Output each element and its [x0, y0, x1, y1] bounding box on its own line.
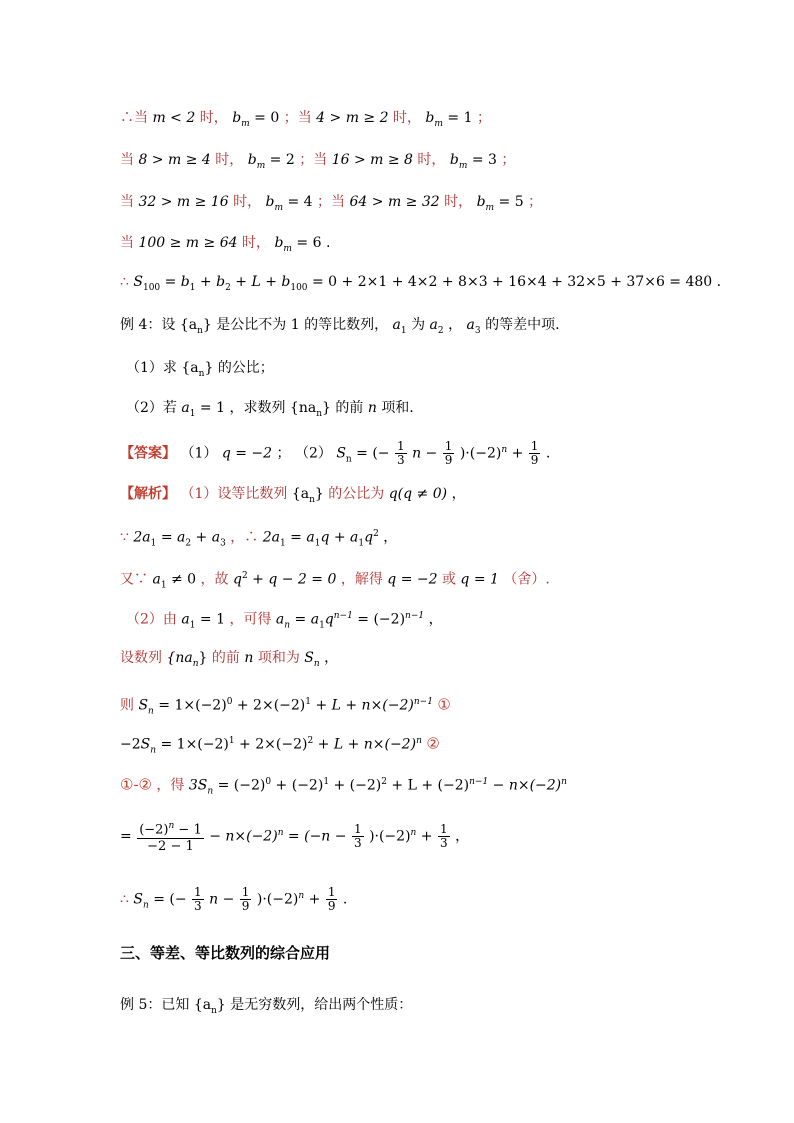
denominator: 9: [241, 899, 250, 914]
text: 的等差中项.: [485, 317, 560, 333]
math: = 5: [494, 194, 524, 210]
math: {a: [179, 317, 198, 333]
math-sup: n: [168, 821, 175, 831]
math-sub: 1: [400, 325, 407, 336]
question-2: [126, 398, 414, 424]
numerator: 1: [397, 439, 405, 454]
math: = 0: [249, 110, 280, 126]
fraction: [443, 440, 455, 467]
math: a: [181, 611, 190, 628]
math: q + a: [320, 529, 359, 546]
text: （1）求: [126, 360, 177, 376]
math: = (−: [351, 445, 390, 462]
fraction: [352, 823, 364, 850]
math-sub: 2: [225, 282, 231, 293]
analysis-step-4: [120, 648, 338, 674]
math-sub: 100: [142, 282, 161, 293]
math: q = −2: [387, 571, 438, 588]
math: S: [133, 274, 143, 290]
math: + L + (−2): [386, 777, 470, 794]
math: +: [304, 891, 325, 908]
text: 当: [120, 194, 134, 210]
text: 是无穷数列，给出两个性质：: [230, 997, 413, 1013]
math: }: [202, 317, 212, 333]
math: {na: [289, 400, 317, 416]
text: （1）: [180, 445, 218, 462]
math: a: [466, 317, 475, 333]
text: 时，: [199, 110, 228, 126]
math-sup: n−1: [413, 697, 433, 707]
text: （2）由: [126, 611, 177, 628]
math: n −: [412, 445, 438, 462]
math-sub: 3: [474, 325, 481, 336]
text: ，: [428, 611, 443, 628]
math-sup: 0: [226, 697, 233, 707]
math-sub: 1: [160, 580, 167, 591]
math: n: [244, 650, 254, 666]
case-line-4: [120, 233, 330, 259]
fraction: [438, 823, 450, 850]
circled-subtraction-marker: ①-②: [120, 775, 152, 794]
math: q: [364, 529, 374, 546]
equation-2: [120, 731, 440, 760]
text: （2）若: [126, 400, 177, 416]
numerator: 1: [353, 822, 362, 837]
text: 当: [120, 235, 134, 251]
math: = 3: [467, 152, 497, 168]
math: + L + n×(−2): [311, 697, 414, 714]
denominator: 9: [444, 453, 453, 468]
text: 时，: [417, 152, 446, 168]
math: = a: [156, 529, 186, 546]
math-sub: 1: [189, 282, 196, 293]
math-sup: n: [410, 828, 417, 839]
text: ∴: [120, 891, 129, 908]
math: 16 > m ≥ 8: [331, 152, 413, 168]
math-sup: n: [277, 828, 284, 839]
math: 64 > m ≥ 32: [349, 194, 440, 210]
text: 为: [411, 317, 426, 333]
math-sub: n: [150, 745, 157, 756]
math: n −: [209, 891, 235, 908]
numerator: (−2): [139, 822, 169, 838]
math: + q − 2 = 0: [247, 571, 337, 588]
math: b: [247, 152, 257, 168]
math-sup: 2: [381, 777, 387, 787]
math: +: [416, 828, 437, 845]
math-sub: 3: [220, 538, 226, 549]
fraction: [326, 886, 338, 913]
math: = 1×(−2): [153, 697, 227, 714]
math: = b: [160, 274, 190, 290]
math: }: [216, 997, 226, 1013]
text: ∵: [120, 529, 129, 546]
math-sup: n−1: [333, 611, 353, 621]
math-sub: n: [345, 454, 352, 465]
text: 的前: [211, 650, 240, 666]
math-sub: n: [309, 494, 315, 505]
math: + a: [191, 529, 221, 546]
fraction: [529, 440, 541, 467]
math: = 0 + 2×1 + 4×2 + 8×3 + 16×4 + 32×5 + 37×6 = 480: [307, 274, 713, 290]
text: ；: [476, 110, 491, 126]
denominator: 3: [397, 453, 405, 468]
math: {a: [193, 997, 212, 1013]
math-sup: n: [561, 777, 567, 787]
text: 的等比数列，: [304, 317, 389, 333]
circled-one-marker: ①: [437, 695, 451, 714]
math-sub: 100: [290, 282, 308, 293]
text: ； （2）: [276, 445, 332, 462]
analysis-step-3: [126, 606, 443, 635]
math-sub: 2: [437, 325, 444, 336]
math-sub: 1: [358, 538, 365, 549]
text: ∴当: [120, 110, 148, 126]
text: 项和为: [257, 650, 300, 666]
math-sup: 1: [305, 697, 311, 707]
math: + b: [195, 274, 226, 290]
text: 时，: [215, 152, 244, 168]
fraction: [240, 886, 252, 913]
math: = 2: [265, 152, 295, 168]
math: m < 2: [152, 110, 196, 126]
numerator: − 1: [174, 822, 202, 838]
math-sub: n: [211, 1005, 217, 1016]
math-sub: m: [434, 118, 443, 129]
text: 例 5：已知: [120, 997, 190, 1013]
math-sup: 2: [241, 571, 248, 581]
final-result: [120, 886, 347, 915]
math: 4 > m ≥ 2: [316, 110, 389, 126]
math: 2a: [262, 529, 280, 546]
math-sub: n: [197, 325, 203, 336]
text: ，: [448, 317, 463, 333]
math: q(q ≠ 0): [388, 486, 448, 502]
math: }: [322, 400, 331, 416]
math-sub: m: [241, 118, 250, 129]
text: 的前: [335, 400, 364, 416]
math-sup: 1: [323, 777, 330, 787]
text: ，: [383, 529, 398, 546]
math: S: [140, 736, 151, 753]
math: = 1: [442, 110, 473, 126]
analysis-step-2: [120, 566, 550, 595]
math-sub: n: [207, 786, 214, 797]
math-sub: n: [142, 900, 149, 911]
text: 又∵: [120, 571, 148, 588]
math: }: [314, 486, 324, 502]
fraction: [137, 818, 204, 855]
math: b: [476, 194, 486, 210]
text: .: [716, 274, 722, 290]
math: = a: [285, 529, 315, 546]
text: ，: [455, 828, 470, 845]
math: S: [138, 697, 149, 714]
circled-two-marker: ②: [426, 734, 440, 753]
math: q = 1: [460, 571, 499, 588]
question-1: [126, 358, 274, 384]
math: 32 > m ≥ 16: [138, 194, 229, 210]
math: {na: [166, 650, 193, 666]
math: }: [204, 360, 214, 376]
math-sup: n: [416, 736, 422, 746]
equation-1: [120, 692, 451, 721]
math: q: [324, 611, 334, 628]
math-sub: n: [148, 706, 154, 717]
analysis-tag: 【解析】: [120, 486, 176, 502]
numerator: 1: [194, 885, 202, 900]
analysis-line: [120, 484, 466, 510]
denominator: −2 − 1: [147, 839, 194, 855]
math: −2: [120, 736, 141, 753]
math: + (−2): [271, 777, 324, 794]
text: ；: [528, 194, 543, 210]
math: = (−2): [213, 777, 266, 794]
example-4-statement: [120, 315, 560, 341]
math: S: [336, 445, 346, 462]
math-sub: 1: [314, 538, 321, 549]
math-sup: 2: [307, 736, 314, 746]
math: ≠ 0: [166, 571, 197, 588]
math-sub: m: [256, 160, 266, 171]
math: = 6: [291, 235, 322, 251]
math: a: [152, 571, 161, 588]
math: + L + n×(−2): [313, 736, 417, 753]
example-5-statement: [120, 995, 412, 1021]
math: n: [367, 400, 377, 416]
math: b: [274, 235, 284, 251]
answer-line: [120, 440, 550, 469]
section-heading: 三、等差、等比数列的综合应用: [120, 944, 331, 962]
math: b: [265, 194, 275, 210]
math: {a: [291, 486, 310, 502]
math-sub: 2: [185, 538, 192, 549]
text: ，故: [200, 571, 229, 588]
math: = a: [290, 611, 320, 628]
text: 时，: [241, 235, 270, 251]
math: − n×(−2): [488, 777, 562, 794]
text: 则: [120, 697, 134, 714]
math: S: [133, 891, 143, 908]
math: + L + b: [230, 274, 291, 290]
denominator: 9: [530, 453, 539, 468]
math: {a: [181, 360, 199, 376]
math-sup: n−1: [405, 611, 425, 621]
math: + 2×(−2): [232, 697, 306, 714]
fraction: [395, 440, 407, 467]
text: 时，: [233, 194, 262, 210]
math: a: [181, 400, 190, 416]
text: 当: [120, 152, 134, 168]
math-sub: 1: [319, 620, 325, 631]
math-sub: 1: [189, 408, 196, 419]
text: （1）设等比数列: [180, 486, 288, 502]
math: − n×(−2): [209, 828, 278, 845]
text: ；当: [299, 152, 328, 168]
fraction: [192, 886, 204, 913]
math-sub: 1: [150, 538, 157, 549]
text: ，解得: [340, 571, 383, 588]
text: .: [545, 445, 551, 462]
math: = 1: [195, 611, 226, 628]
math-sub: m: [274, 202, 284, 213]
case-line-2: [120, 150, 515, 176]
denominator: 3: [194, 899, 202, 914]
math: b: [232, 110, 242, 126]
text: 的公比为: [328, 486, 385, 502]
math: a: [429, 317, 438, 333]
text: ，: [324, 650, 339, 666]
math-sub: n: [316, 408, 322, 419]
math-sup: 1: [228, 736, 235, 746]
math-sup: n−1: [469, 777, 489, 787]
math-sub: n: [198, 368, 205, 379]
text: ，: [451, 486, 466, 502]
text: .: [325, 235, 331, 251]
answer-tag: 【答案】: [120, 445, 176, 462]
text: ，∴: [230, 529, 259, 546]
math: + 2×(−2): [234, 736, 308, 753]
numerator: 1: [327, 885, 336, 900]
math: = (−2): [352, 611, 406, 628]
math: = 1×(−2): [156, 736, 229, 753]
math-sub: m: [458, 160, 468, 171]
analysis-step-1: [120, 524, 397, 553]
denominator: 9: [327, 899, 336, 914]
text: ；当: [283, 110, 312, 126]
math: b: [449, 152, 459, 168]
sum-line: [120, 272, 721, 298]
math: = (−: [148, 891, 187, 908]
math: )·(−2): [459, 445, 502, 462]
math: b: [425, 110, 435, 126]
math: + (−2): [329, 777, 382, 794]
text: 时，: [444, 194, 473, 210]
math: 8 > m ≥ 4: [138, 152, 211, 168]
text: ，得: [156, 777, 185, 794]
text: ；当: [317, 194, 346, 210]
math: S: [304, 650, 314, 666]
simplification-step: [120, 818, 469, 855]
math-sub: n: [284, 620, 291, 631]
text: 时，: [392, 110, 421, 126]
math-sup: n: [298, 891, 305, 901]
text: 的公比；: [217, 360, 274, 376]
math: = 4: [283, 194, 313, 210]
text: ∴: [120, 274, 129, 290]
text: .: [342, 891, 348, 908]
math: = (−n −: [283, 828, 351, 845]
text: 是公比不为: [216, 317, 287, 333]
text: ，求数列: [229, 400, 286, 416]
numerator: 1: [241, 885, 250, 900]
math: =: [120, 828, 132, 845]
subtraction-step: [120, 772, 567, 801]
math-sub: m: [283, 243, 292, 254]
math-sub: n: [192, 658, 199, 669]
math: 2a: [133, 529, 151, 546]
math: q: [233, 571, 242, 588]
math-sub: 1: [189, 620, 196, 631]
math-sub: n: [313, 658, 320, 669]
denominator: 3: [439, 836, 448, 851]
math: q = −2: [221, 445, 273, 462]
text: ，可得: [229, 611, 272, 628]
text: （舍）.: [503, 571, 550, 588]
math: )·(−2): [369, 828, 411, 845]
math: 1: [290, 317, 300, 333]
math: +: [507, 445, 528, 462]
math: 3S: [188, 777, 208, 794]
math-sup: 2: [373, 529, 379, 539]
text: 例 4：设: [120, 317, 176, 333]
math-sup: n: [501, 445, 508, 455]
text: 或: [441, 571, 456, 588]
math-sub: 1: [279, 538, 286, 549]
math-sub: m: [485, 202, 495, 213]
math: )·(−2): [256, 891, 299, 908]
math: a: [392, 317, 401, 333]
case-line-3: [120, 192, 542, 218]
text: ；: [501, 152, 516, 168]
numerator: 1: [439, 822, 448, 837]
math: a: [275, 611, 285, 628]
numerator: 1: [530, 439, 539, 454]
math: 100 ≥ m ≥ 64: [138, 235, 238, 251]
denominator: 3: [353, 836, 362, 851]
case-line-1: [120, 108, 491, 134]
math: = 1: [195, 400, 226, 416]
math: }: [198, 650, 208, 666]
text: 项和.: [381, 400, 414, 416]
math-sup: 0: [265, 777, 272, 787]
text: 设数列: [120, 650, 162, 666]
numerator: 1: [444, 439, 453, 454]
